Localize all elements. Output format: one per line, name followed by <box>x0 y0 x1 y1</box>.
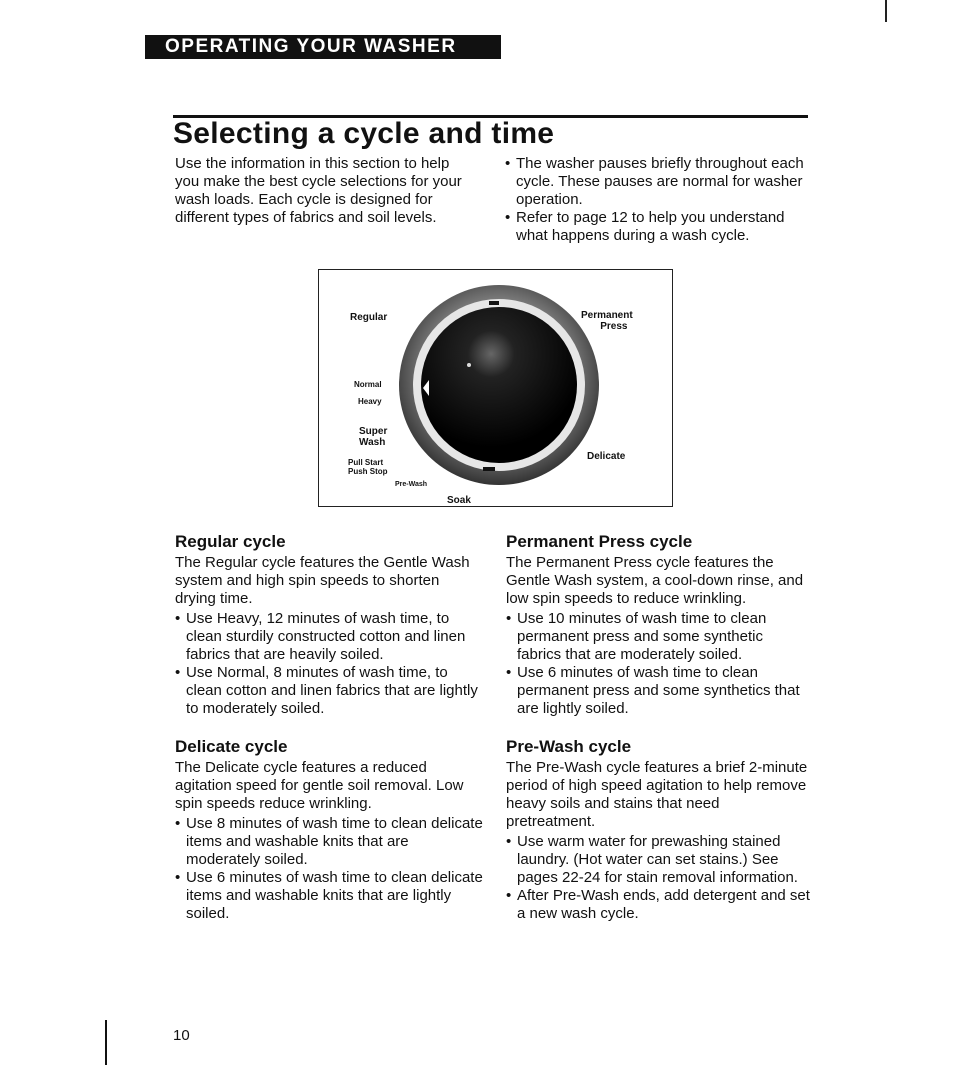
margin-bar <box>105 1020 107 1065</box>
section-regular <box>175 532 483 718</box>
label-press: Press <box>600 321 628 332</box>
section-bullet: • Use Normal, 8 minutes of wash time, to clean cotton and linen fabrics that are lightly to moderately soiled. <box>175 664 483 718</box>
page-number: 10 <box>173 1027 190 1044</box>
label-permanent-press <box>581 310 633 332</box>
section-body: The Permanent Press cycle features the Gentle Wash system, a cool-down rinse, and low spin speeds to reduce wrinkling. <box>506 554 804 607</box>
section-bullets <box>175 815 483 923</box>
dial-tick <box>489 301 499 305</box>
section-bullet: • Use 8 minutes of wash time to clean delicate items and washable knits that are moderately soiled. <box>175 815 483 869</box>
intro-bullet: • Refer to page 12 to help you understand what happens during a wash cycle. <box>505 209 805 245</box>
section-bullets <box>175 610 483 718</box>
section-bullet: • After Pre-Wash ends, add detergent and set a new wash cycle. <box>506 887 811 923</box>
dial-knob <box>421 307 577 463</box>
dial-tick <box>483 467 495 471</box>
intro-bullet: • The washer pauses briefly throughout each cycle. These pauses are normal for washer operation. <box>505 155 805 209</box>
section-pre-wash <box>506 737 811 923</box>
section-bullets <box>506 833 811 923</box>
page-title: Selecting a cycle and time <box>173 117 555 150</box>
section-body: The Pre-Wash cycle features a brief 2-minute period of high speed agitation to help remove heavy soils and stains that need pretreatment. <box>506 759 808 830</box>
edge-mark <box>885 0 887 22</box>
section-bullet: • Use 6 minutes of wash time to clean permanent press and some synthetics that are lightly soiled. <box>506 664 811 718</box>
label-pull-start: Pull Start <box>348 458 384 467</box>
label-pre-wash: Pre-Wash <box>395 481 428 488</box>
label-wash: Wash <box>359 437 386 448</box>
section-banner: OPERATING YOUR WASHER <box>145 35 501 59</box>
section-bullet: • Use 6 minutes of wash time to clean delicate items and washable knits that are lightly soiled. <box>175 869 483 923</box>
cycle-dial-diagram <box>318 269 673 507</box>
section-body: The Delicate cycle features a reduced agitation speed for gentle soil removal. Low spin speeds reduce wrinkling. <box>175 759 464 812</box>
intro-left <box>175 155 475 227</box>
label-soak: Soak <box>447 495 471 506</box>
section-body: The Regular cycle features the Gentle Wash system and high spin speeds to shorten drying time. <box>175 554 470 607</box>
section-permanent-press <box>506 532 811 718</box>
label-heavy: Heavy <box>358 397 382 406</box>
intro-bullets <box>505 155 805 245</box>
section-heading: Pre-Wash cycle <box>506 737 632 756</box>
label-normal: Normal <box>354 380 382 389</box>
label-super: Super <box>359 426 388 437</box>
section-heading: Regular cycle <box>175 532 286 551</box>
label-permanent: Permanent <box>581 310 633 321</box>
section-heading: Delicate cycle <box>175 737 288 756</box>
label-push-stop: Push Stop <box>348 467 388 476</box>
label-regular: Regular <box>350 312 388 323</box>
section-delicate <box>175 737 483 923</box>
section-bullet: • Use warm water for prewashing stained laundry. (Hot water can set stains.) See pages 22-24 for stain removal information. <box>506 833 811 887</box>
dial-highlight <box>467 363 471 367</box>
intro-right <box>505 155 805 245</box>
section-heading: Permanent Press cycle <box>506 532 693 551</box>
label-delicate: Delicate <box>587 451 626 462</box>
section-bullet: • Use 10 minutes of wash time to clean permanent press and some synthetic fabrics that are moderately soiled. <box>506 610 811 664</box>
section-bullet: • Use Heavy, 12 minutes of wash time, to clean sturdily constructed cotton and linen fabrics that are heavily soiled. <box>175 610 483 664</box>
section-bullets <box>506 610 811 718</box>
label-super-wash <box>359 426 387 448</box>
intro-paragraph: Use the information in this section to help you make the best cycle selections for your wash loads. Each cycle is designed for different types of fabrics and soil levels. <box>175 155 462 226</box>
